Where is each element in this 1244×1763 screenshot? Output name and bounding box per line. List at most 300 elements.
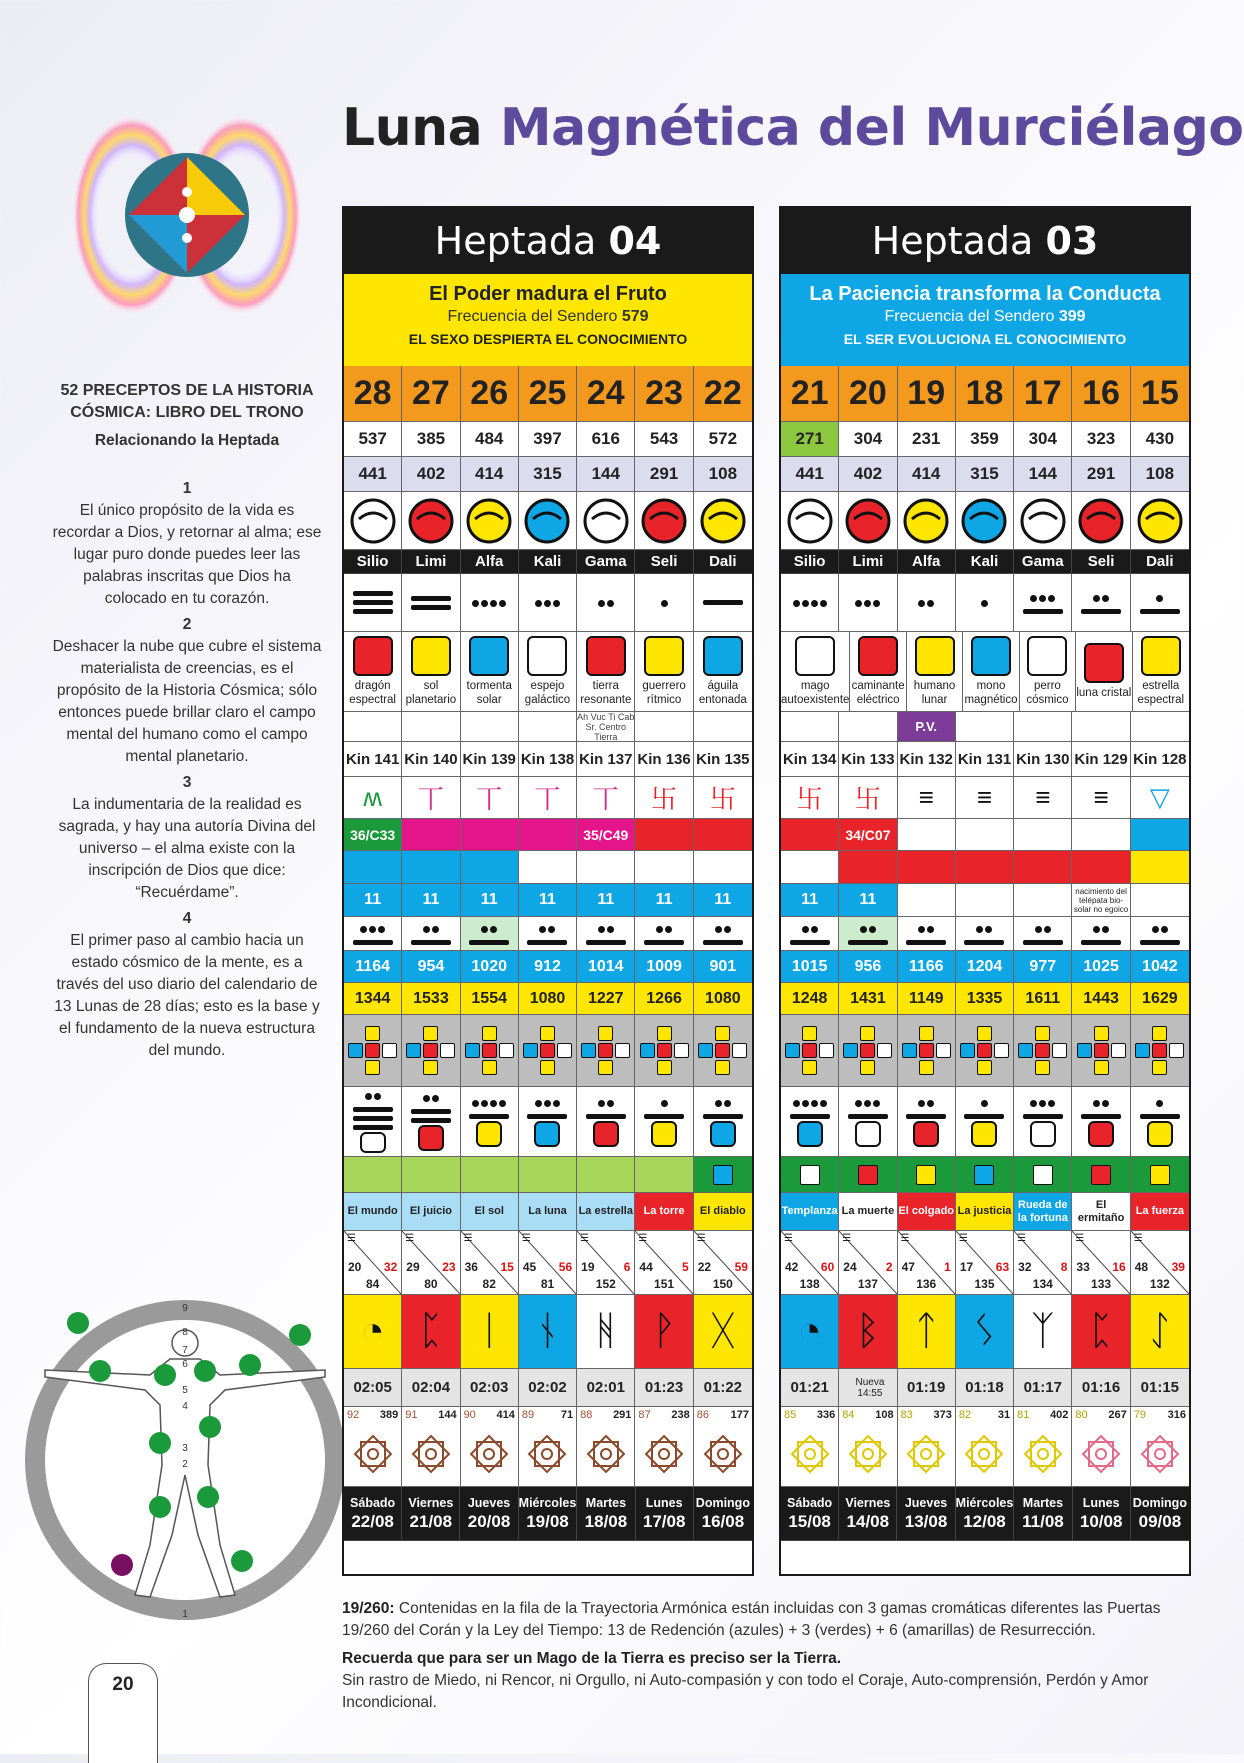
hexagram-number-a: 22 xyxy=(697,1260,712,1274)
tone-glyph xyxy=(906,1094,946,1121)
seal-icon xyxy=(795,636,835,676)
moon-time: 02:03 xyxy=(461,1369,519,1407)
color-band-1-row xyxy=(344,819,752,851)
number-a: 397 xyxy=(519,422,577,457)
hexagram-lines-icon: ☰ xyxy=(842,1233,852,1244)
oracle-grid xyxy=(1018,1026,1067,1075)
date-value: 11/08 xyxy=(1022,1511,1064,1531)
dots-glyph xyxy=(1131,917,1189,951)
precept-text: El primer paso al cambio hacia un estado cósmico de la mente, es a través del uso diario del calendario de 13 Lunas de 28 días; esto es la base y el fundamento de la nueva estructura del mundo. xyxy=(54,932,320,1059)
oracle-mini-icon xyxy=(1169,1026,1184,1041)
green-band xyxy=(1072,1157,1130,1193)
oracle-cross xyxy=(839,1015,897,1087)
moon-time: 01:22 xyxy=(694,1369,752,1407)
green-band xyxy=(344,1157,402,1193)
tone-glyph xyxy=(964,920,1004,947)
number-a: 323 xyxy=(1072,422,1130,457)
precept-number: 4 xyxy=(182,910,192,927)
planet-disc-icon xyxy=(640,497,688,545)
oracle-mini-icon xyxy=(1018,1060,1033,1075)
day-number-row xyxy=(344,366,752,422)
number-a: 616 xyxy=(577,422,635,457)
number-a: 572 xyxy=(694,422,752,457)
hexagram-number-b: 135 xyxy=(974,1277,995,1291)
harmonic-eleven: 11 xyxy=(519,884,577,917)
blue-number: 1025 xyxy=(1072,951,1130,983)
seal-icon xyxy=(1084,643,1124,683)
date xyxy=(577,1487,635,1541)
dots-glyph xyxy=(694,917,752,951)
dots-glyph xyxy=(519,917,577,951)
symbol: ≡ xyxy=(898,777,956,819)
platonic-solid xyxy=(635,1407,693,1487)
seal-icon xyxy=(703,636,743,676)
date-row xyxy=(781,1487,1189,1541)
kin-number: Kin 128 xyxy=(1131,742,1189,777)
tone-dots xyxy=(461,574,519,632)
note xyxy=(956,712,1014,742)
oracle-cross xyxy=(461,1015,519,1087)
planet-name: Kali xyxy=(956,550,1014,574)
tone-dots xyxy=(956,574,1014,632)
platonic-number-b: 373 xyxy=(933,1409,952,1421)
oracle-mini-icon xyxy=(860,1060,875,1075)
oracle-mini-icon xyxy=(1094,1043,1109,1058)
hexagram-number-b: 80 xyxy=(424,1277,438,1291)
seal-icon xyxy=(411,636,451,676)
heptada-header xyxy=(344,208,752,274)
oracle-mini-icon xyxy=(348,1060,363,1075)
date xyxy=(694,1487,752,1541)
hexagram-number-c: 23 xyxy=(442,1260,456,1274)
tarot-card: El sol xyxy=(461,1193,519,1231)
tone-glyph xyxy=(1023,589,1063,616)
tone-seal xyxy=(1072,1087,1130,1157)
oracle-cross xyxy=(402,1015,460,1087)
tone-seal xyxy=(694,1087,752,1157)
oracle-grid xyxy=(843,1026,892,1075)
tarot-card: La muerte xyxy=(839,1193,897,1231)
sidebar-precepts xyxy=(52,380,322,1066)
symbol: ≡ xyxy=(1014,777,1072,819)
oracle-mini-icon xyxy=(877,1026,892,1041)
platonic-number-a: 84 xyxy=(842,1409,855,1421)
platonic-number-a: 86 xyxy=(696,1409,709,1421)
date-value: 10/08 xyxy=(1079,1511,1123,1531)
number-b: 441 xyxy=(781,457,839,492)
figure-number: 8 xyxy=(182,1327,188,1338)
oracle-mini-icon xyxy=(540,1060,555,1075)
platonic-solid-icon xyxy=(1140,1434,1180,1474)
rune-glyph-icon: ◔ xyxy=(797,1309,822,1353)
yellow-number: 1611 xyxy=(1014,983,1072,1015)
dots-glyph xyxy=(956,917,1014,951)
seal-name: tierra resonante xyxy=(580,680,632,706)
tone-dots xyxy=(635,574,693,632)
platonic-number-a: 89 xyxy=(521,1409,535,1421)
harmonic-eleven: 11 xyxy=(781,884,839,917)
kin-number: Kin 141 xyxy=(344,742,402,777)
planet-glyph xyxy=(781,492,839,550)
planet-glyph-row xyxy=(781,492,1189,550)
rune xyxy=(635,1295,693,1369)
oracle-mini-icon xyxy=(715,1060,730,1075)
platonic-number-a: 81 xyxy=(1017,1409,1030,1421)
tarot-card: El mundo xyxy=(344,1193,402,1231)
seal-icon xyxy=(469,636,509,676)
heptada-panel-03 xyxy=(779,206,1191,1576)
oracle-mini-icon xyxy=(657,1026,672,1041)
hexagram-number-b: 82 xyxy=(482,1277,496,1291)
rune xyxy=(956,1295,1014,1369)
tone-dots xyxy=(781,574,839,632)
hexagram-number-a: 47 xyxy=(901,1260,915,1274)
footer-paragraph-1 xyxy=(342,1598,1187,1642)
rune xyxy=(577,1295,635,1369)
oracle-mini-icon xyxy=(1077,1060,1092,1075)
yellow-number: 1533 xyxy=(402,983,460,1015)
planet-name: Seli xyxy=(635,550,693,574)
date-value: 09/08 xyxy=(1138,1511,1182,1531)
oracle-mini-icon xyxy=(657,1043,672,1058)
heptada-theme-band xyxy=(781,274,1189,366)
hexagram-row xyxy=(781,1231,1189,1295)
color-band-2-row xyxy=(781,851,1189,884)
oracle-grid xyxy=(581,1026,630,1075)
tone-dots xyxy=(898,574,956,632)
heptada-panel-04 xyxy=(342,206,754,1576)
planet-glyph-row xyxy=(344,492,752,550)
rune xyxy=(1014,1295,1072,1369)
moon-time: 02:02 xyxy=(519,1369,577,1407)
tone-seal xyxy=(344,1087,402,1157)
tone-glyph xyxy=(411,920,451,947)
tone-seal xyxy=(839,1087,897,1157)
oracle-mini-icon xyxy=(1169,1043,1184,1058)
color-band-1 xyxy=(1131,819,1189,851)
heptada-theme-band xyxy=(344,274,752,366)
hexagram-number-c: 6 xyxy=(623,1260,631,1274)
platonic-number-b: 316 xyxy=(1167,1409,1186,1421)
seal-icon xyxy=(1150,1165,1170,1185)
number-b-row xyxy=(781,457,1189,492)
tone-glyph xyxy=(790,1094,830,1121)
seal-icon xyxy=(1030,1121,1056,1147)
symbol: 卐 xyxy=(839,777,897,819)
hexagram-number-b: 137 xyxy=(857,1277,878,1291)
oracle-mini-icon xyxy=(977,1043,992,1058)
tone-seal xyxy=(402,1087,460,1157)
hexagram-number-a: 19 xyxy=(581,1260,595,1274)
green-band xyxy=(956,1157,1014,1193)
seal-icon xyxy=(1147,1121,1173,1147)
platonic-solid-icon xyxy=(1081,1434,1121,1474)
tone-glyph xyxy=(790,920,830,947)
green-band xyxy=(1131,1157,1189,1193)
seal-icon xyxy=(797,1121,823,1147)
date xyxy=(636,1487,694,1541)
oracle-mini-icon xyxy=(1111,1043,1126,1058)
dots-glyph xyxy=(635,917,693,951)
tone-glyph xyxy=(597,594,615,612)
green-band xyxy=(898,1157,956,1193)
tone-glyph xyxy=(854,594,881,612)
number-b: 291 xyxy=(1072,457,1130,492)
yellow-number: 1431 xyxy=(839,983,897,1015)
oracle-mini-icon xyxy=(1094,1060,1109,1075)
tone-glyph xyxy=(1140,920,1180,947)
rune-glyph-icon: ᚷ xyxy=(710,1309,735,1353)
planet-disc-icon xyxy=(844,497,892,545)
blue-number: 1014 xyxy=(577,951,635,983)
oracle-mini-icon xyxy=(698,1060,713,1075)
day-number: 27 xyxy=(402,366,460,422)
oracle-mini-icon xyxy=(499,1026,514,1041)
date xyxy=(344,1487,402,1541)
oracle-mini-icon xyxy=(581,1060,596,1075)
oracle-mini-icon xyxy=(382,1043,397,1058)
weekday: Lunes xyxy=(1082,1495,1120,1510)
oracle-mini-icon xyxy=(465,1060,480,1075)
tone-glyph xyxy=(353,1087,393,1132)
oracle-mini-icon xyxy=(598,1026,613,1041)
platonic-number-b: 267 xyxy=(1108,1409,1127,1421)
symbol-row xyxy=(344,777,752,819)
platonic-solid-icon xyxy=(703,1434,743,1474)
oracle-mini-icon xyxy=(715,1043,730,1058)
seal xyxy=(781,632,850,712)
oracle-mini-icon xyxy=(732,1043,747,1058)
oracle-mini-icon xyxy=(698,1026,713,1041)
color-band-2 xyxy=(839,851,897,884)
planet-disc-icon xyxy=(699,497,747,545)
hexagram-lines-icon: ☰ xyxy=(580,1233,590,1244)
number-b: 144 xyxy=(1014,457,1072,492)
oracle-mini-icon xyxy=(819,1026,834,1041)
seal-icon xyxy=(353,636,393,676)
platonic-number-b: 177 xyxy=(730,1409,749,1421)
tone-glyph xyxy=(848,920,888,947)
tone-glyph xyxy=(471,594,507,612)
yellow-number: 1149 xyxy=(898,983,956,1015)
oracle-mini-icon xyxy=(994,1026,1009,1041)
weekday: Viernes xyxy=(408,1495,454,1510)
kin-number: Kin 130 xyxy=(1014,742,1072,777)
oracle-cross xyxy=(577,1015,635,1087)
precept-text: Deshacer la nube que cubre el sistema materialista de creencias, es el propósito de la Historia Cósmica; sólo entonces puede brillar claro el campo mental del humano como el campo mental planetario. xyxy=(52,638,322,765)
figure-number: 9 xyxy=(182,1303,188,1314)
note xyxy=(1131,712,1189,742)
weekday: Lunes xyxy=(645,1495,683,1510)
planet-disc-icon xyxy=(582,497,630,545)
number-a: 359 xyxy=(956,422,1014,457)
note xyxy=(1014,712,1072,742)
oracle-mini-icon xyxy=(1052,1026,1067,1041)
planet-name: Dali xyxy=(1131,550,1189,574)
kin-number: Kin 137 xyxy=(577,742,635,777)
color-band-2 xyxy=(1014,851,1072,884)
number-b: 414 xyxy=(898,457,956,492)
oracle-mini-icon xyxy=(715,1026,730,1041)
number-b: 402 xyxy=(402,457,460,492)
tone-glyph xyxy=(848,1094,888,1121)
oracle-mini-icon xyxy=(1111,1060,1126,1075)
color-band-1 xyxy=(461,819,519,851)
platonic-number-b: 389 xyxy=(379,1409,399,1421)
blue-number: 912 xyxy=(519,951,577,983)
moon-time: 01:19 xyxy=(898,1369,956,1407)
green-band xyxy=(519,1157,577,1193)
hexagram-number-a: 36 xyxy=(464,1260,478,1274)
blue-number: 1009 xyxy=(635,951,693,983)
hexagram-number-b: 152 xyxy=(595,1277,616,1291)
seal-icon xyxy=(586,636,626,676)
moon-time: 01:21 xyxy=(781,1369,839,1407)
yellow-number: 1443 xyxy=(1072,983,1130,1015)
tarot-card-row xyxy=(781,1193,1189,1231)
color-band-1 xyxy=(519,819,577,851)
planet-disc-icon xyxy=(523,497,571,545)
oracle-mini-icon xyxy=(785,1026,800,1041)
date-value: 20/08 xyxy=(467,1511,511,1531)
path-frequency-label: Frecuencia del Sendero xyxy=(884,308,1055,325)
color-band-2 xyxy=(519,851,577,884)
tone-dots xyxy=(1072,574,1130,632)
platonic-number-b: 336 xyxy=(816,1409,836,1421)
platonic-number-a: 90 xyxy=(463,1409,476,1421)
color-band-1-row xyxy=(781,819,1189,851)
tone-glyph xyxy=(586,920,626,947)
seal-icon xyxy=(1088,1121,1114,1147)
color-band-2 xyxy=(1131,851,1189,884)
platonic-number-a: 82 xyxy=(958,1409,972,1421)
rune xyxy=(519,1295,577,1369)
platonic-number-a: 80 xyxy=(1075,1409,1088,1421)
hexagram-lines-icon: ☰ xyxy=(638,1233,648,1244)
seal-icon xyxy=(651,1121,677,1147)
number-b: 441 xyxy=(344,457,402,492)
oracle-mini-icon xyxy=(598,1043,613,1058)
seal xyxy=(963,632,1019,712)
weekday: Domingo xyxy=(695,1495,750,1510)
color-band-2 xyxy=(694,851,752,884)
seal xyxy=(1133,632,1189,712)
platonic-solid-icon xyxy=(644,1434,684,1474)
dots-glyph xyxy=(577,917,635,951)
color-band-2 xyxy=(402,851,460,884)
note xyxy=(694,712,752,742)
theme-subtitle: EL SER EVOLUCIONA EL CONOCIMIENTO xyxy=(843,331,1127,347)
tone-glyph xyxy=(1023,1094,1063,1121)
oracle-mini-icon xyxy=(382,1026,397,1041)
oracle-mini-icon xyxy=(557,1026,572,1041)
symbol: 丅 xyxy=(402,777,460,819)
oracle-mini-icon xyxy=(977,1060,992,1075)
footer-notes xyxy=(342,1598,1187,1714)
green-band-row xyxy=(344,1157,752,1193)
number-a: 543 xyxy=(635,422,693,457)
tarot-card: La fuerza xyxy=(1131,1193,1189,1231)
hexagram-number-b: 133 xyxy=(1091,1277,1112,1291)
platonic-solid-row xyxy=(781,1407,1189,1487)
date xyxy=(1131,1487,1189,1541)
oracle-mini-icon xyxy=(406,1060,421,1075)
tone-glyph xyxy=(411,1089,451,1125)
platonic-solid xyxy=(402,1407,460,1487)
day-number: 25 xyxy=(519,366,577,422)
platonic-solid-icon xyxy=(527,1434,567,1474)
rune-glyph-icon: ᚹ xyxy=(652,1309,677,1353)
hexagram-row xyxy=(344,1231,752,1295)
green-band xyxy=(577,1157,635,1193)
oracle-mini-icon xyxy=(732,1060,747,1075)
oracle-mini-icon xyxy=(1135,1026,1150,1041)
oracle-mini-icon xyxy=(406,1026,421,1041)
moon-time: 01:18 xyxy=(956,1369,1014,1407)
oracle-mini-icon xyxy=(499,1060,514,1075)
date-value: 15/08 xyxy=(788,1511,831,1531)
hexagram-number-a: 45 xyxy=(522,1260,537,1274)
hexagram xyxy=(1072,1231,1130,1295)
rune-glyph-icon: ᛁ xyxy=(477,1309,502,1353)
color-band-1: 34/C07 xyxy=(839,819,897,851)
oracle-mini-icon xyxy=(1035,1043,1050,1058)
oracle-mini-icon xyxy=(423,1026,438,1041)
blue-number: 1166 xyxy=(898,951,956,983)
seal-name: mono magnético xyxy=(964,680,1018,706)
oracle-mini-icon xyxy=(581,1043,596,1058)
hexagram-lines-icon: ☰ xyxy=(405,1233,415,1244)
oracle-mini-icon xyxy=(615,1043,630,1058)
hexagram-lines-icon: ☰ xyxy=(347,1233,356,1244)
kin-number: Kin 136 xyxy=(635,742,693,777)
symbol: ▽ xyxy=(1131,777,1189,819)
number-a: 304 xyxy=(839,422,897,457)
hexagram xyxy=(781,1231,839,1295)
tone-glyph xyxy=(792,594,828,612)
symbol: 丅 xyxy=(577,777,635,819)
tone-glyph xyxy=(660,594,669,612)
hexagram xyxy=(461,1231,519,1295)
number-b: 144 xyxy=(577,457,635,492)
hexagram-number-a: 42 xyxy=(785,1260,799,1274)
seal-icon xyxy=(527,636,567,676)
dots-glyph xyxy=(1014,917,1072,951)
platonic-number-b: 238 xyxy=(671,1409,690,1421)
seal-name: tormenta solar xyxy=(466,680,512,706)
number-b: 315 xyxy=(956,457,1014,492)
kin-number: Kin 134 xyxy=(781,742,839,777)
moon-time: 02:05 xyxy=(344,1369,402,1407)
rune-glyph-icon: ◔ xyxy=(360,1309,385,1353)
tarot-card: Rueda de la fortuna xyxy=(1014,1193,1072,1231)
harmonic-eleven: 11 xyxy=(839,884,897,917)
symbol-row xyxy=(781,777,1189,819)
color-band-1: 35/C49 xyxy=(577,819,635,851)
tone-dots xyxy=(577,574,635,632)
seal-icon xyxy=(915,636,955,676)
rune-glyph-icon: ᛉ xyxy=(1030,1309,1055,1353)
note xyxy=(461,712,519,742)
tone-glyph xyxy=(1081,1094,1121,1121)
green-band xyxy=(1014,1157,1072,1193)
seal-name: águila entonada xyxy=(698,680,747,706)
blue-number: 977 xyxy=(1014,951,1072,983)
hexagram-number-a: 17 xyxy=(959,1260,974,1274)
oracle-mini-icon xyxy=(557,1060,572,1075)
seal xyxy=(402,632,460,712)
yellow-number: 1080 xyxy=(519,983,577,1015)
